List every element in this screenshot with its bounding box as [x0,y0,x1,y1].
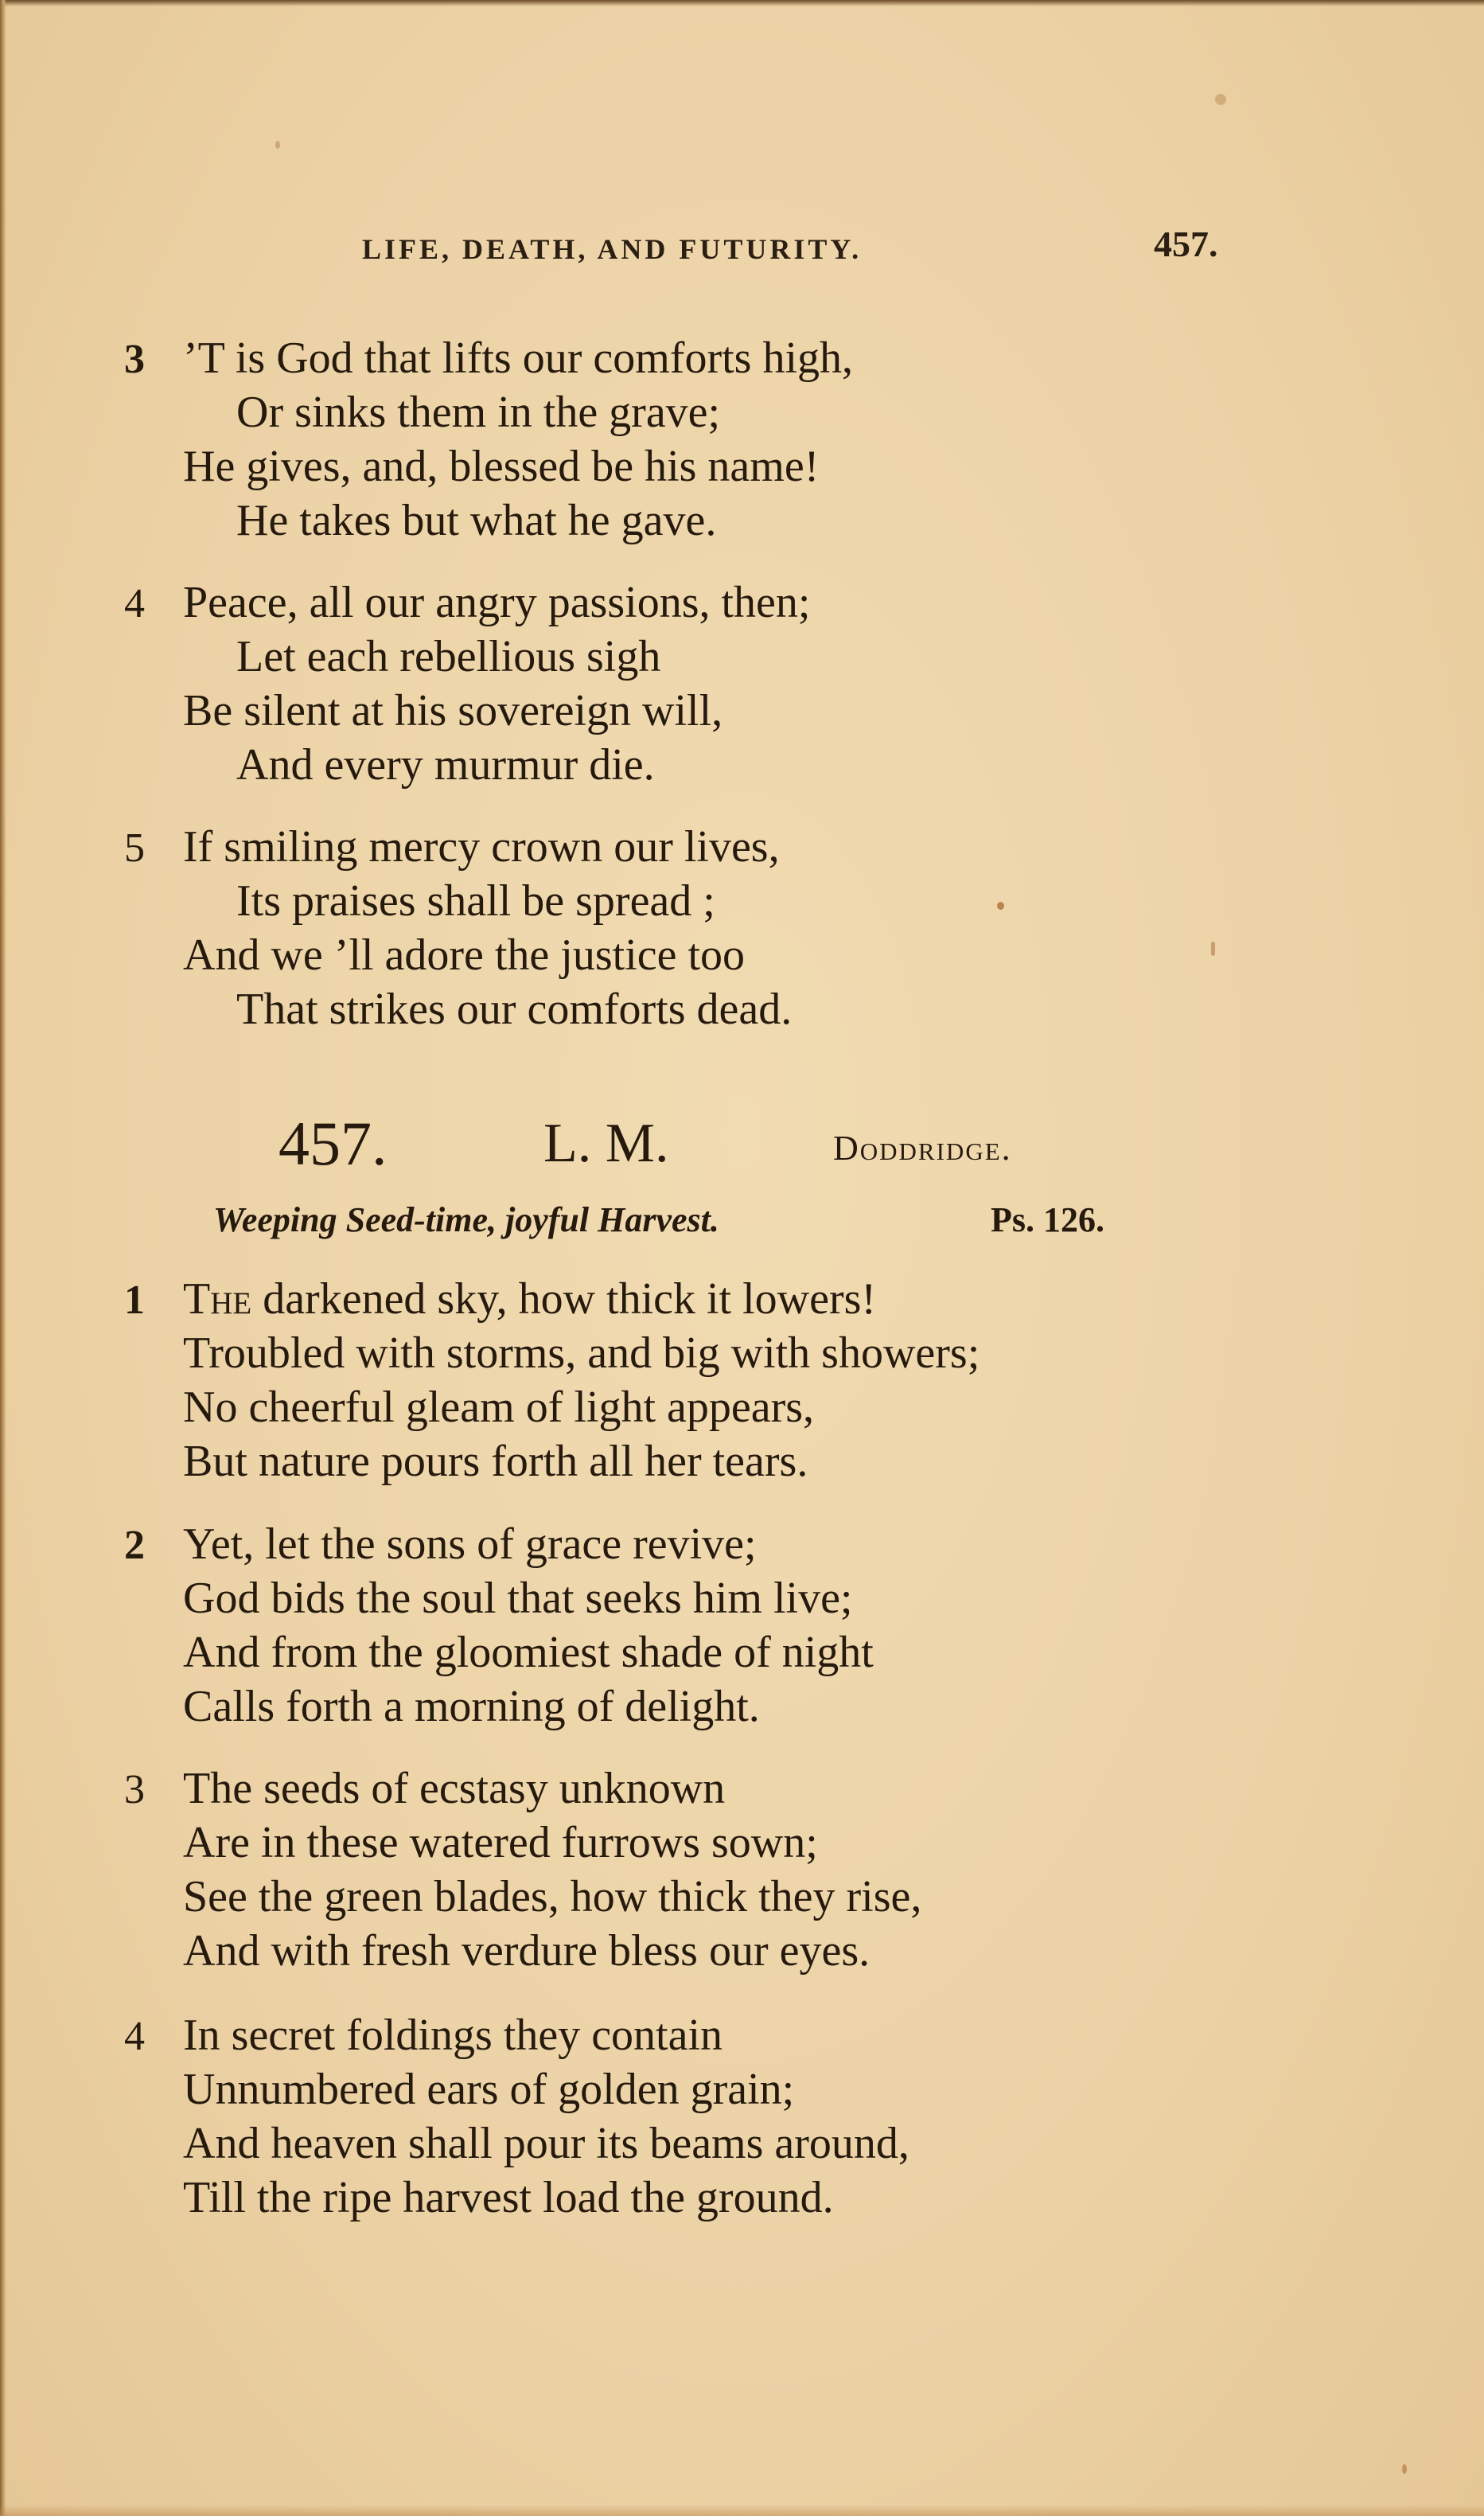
paper-speck [997,902,1004,910]
verse-line: And we ’ll adore the justice too [183,930,746,980]
page-top-edge [0,0,1484,6]
verse-line: He gives, and, blessed be his name! [183,442,820,491]
scripture-reference: Ps. 126. [991,1200,1104,1239]
stanza-number: 4 [124,2014,145,2059]
verse-line: Its praises shall be spread ; [236,876,715,926]
verse-line: Let each rebellious sigh [236,632,661,681]
verse-line: Are in these watered furrows sown; [183,1818,818,1867]
verse-line: God bids the soul that seeks him live; [183,1574,853,1623]
stanza-number: 1 [124,1278,145,1323]
verse-line: Till the ripe harvest load the ground. [183,2173,834,2222]
hymn-author: Doddridge. [833,1129,1012,1168]
verse-line: And heaven shall pour its beams around, [183,2119,909,2168]
verse-line: Unnumbered ears of golden grain; [183,2065,795,2114]
verse-line [183,1272,876,1326]
verse-line: Be silent at his sovereign will, [183,686,723,735]
running-head: LIFE, DEATH, AND FUTURITY. [362,233,863,265]
verse-line: Yet, let the sons of grace revive; [183,1519,757,1569]
page-number: 457. [1154,224,1218,264]
initial-word: The [183,1274,252,1324]
stanza-number: 2 [124,1523,145,1568]
verse-line: Calls forth a morning of delight. [183,1682,760,1731]
stanza-number: 5 [124,825,145,871]
stanza-number: 4 [124,581,145,626]
verse-line: That strikes our comforts dead. [236,985,793,1034]
paper-speck [1211,942,1215,956]
verse-line: Troubled with storms, and big with showers; [183,1328,980,1378]
page-bottom-edge [0,2505,1484,2516]
hymn-meter: L. M. [543,1113,669,1174]
paper-speck [1215,94,1226,105]
verse-line: He takes but what he gave. [236,496,717,545]
paper-speck [275,141,280,149]
verse-line: See the green blades, how thick they rise, [183,1872,922,1921]
hymn-number: 457. [278,1109,388,1178]
verse-line: ’T is God that lifts our comforts high, [183,334,853,383]
page-left-edge [0,0,6,2516]
verse-line: But nature pours forth all her tears. [183,1437,808,1486]
verse-line: Or sinks them in the grave; [236,388,721,437]
verse-line: And every murmur die. [236,740,655,790]
paper-speck [1402,2464,1407,2474]
verse-line: The seeds of ecstasy unknown [183,1764,726,1813]
verse-line: And from the gloomiest shade of night [183,1628,874,1677]
verse-line: And with fresh verdure bless our eyes. [183,1926,871,1976]
verse-line: Peace, all our angry passions, then; [183,578,811,627]
verse-line: No cheerful gleam of light appears, [183,1383,815,1432]
verse-line: In secret foldings they contain [183,2011,723,2060]
verse-line: If smiling mercy crown our lives, [183,822,780,872]
verse-line-rest: darkened sky, how thick it lowers! [251,1274,877,1324]
stanza-number: 3 [124,1767,145,1812]
stanza-number: 3 [124,337,145,382]
hymn-subtitle: Weeping Seed-time, joyful Harvest. [213,1200,719,1239]
